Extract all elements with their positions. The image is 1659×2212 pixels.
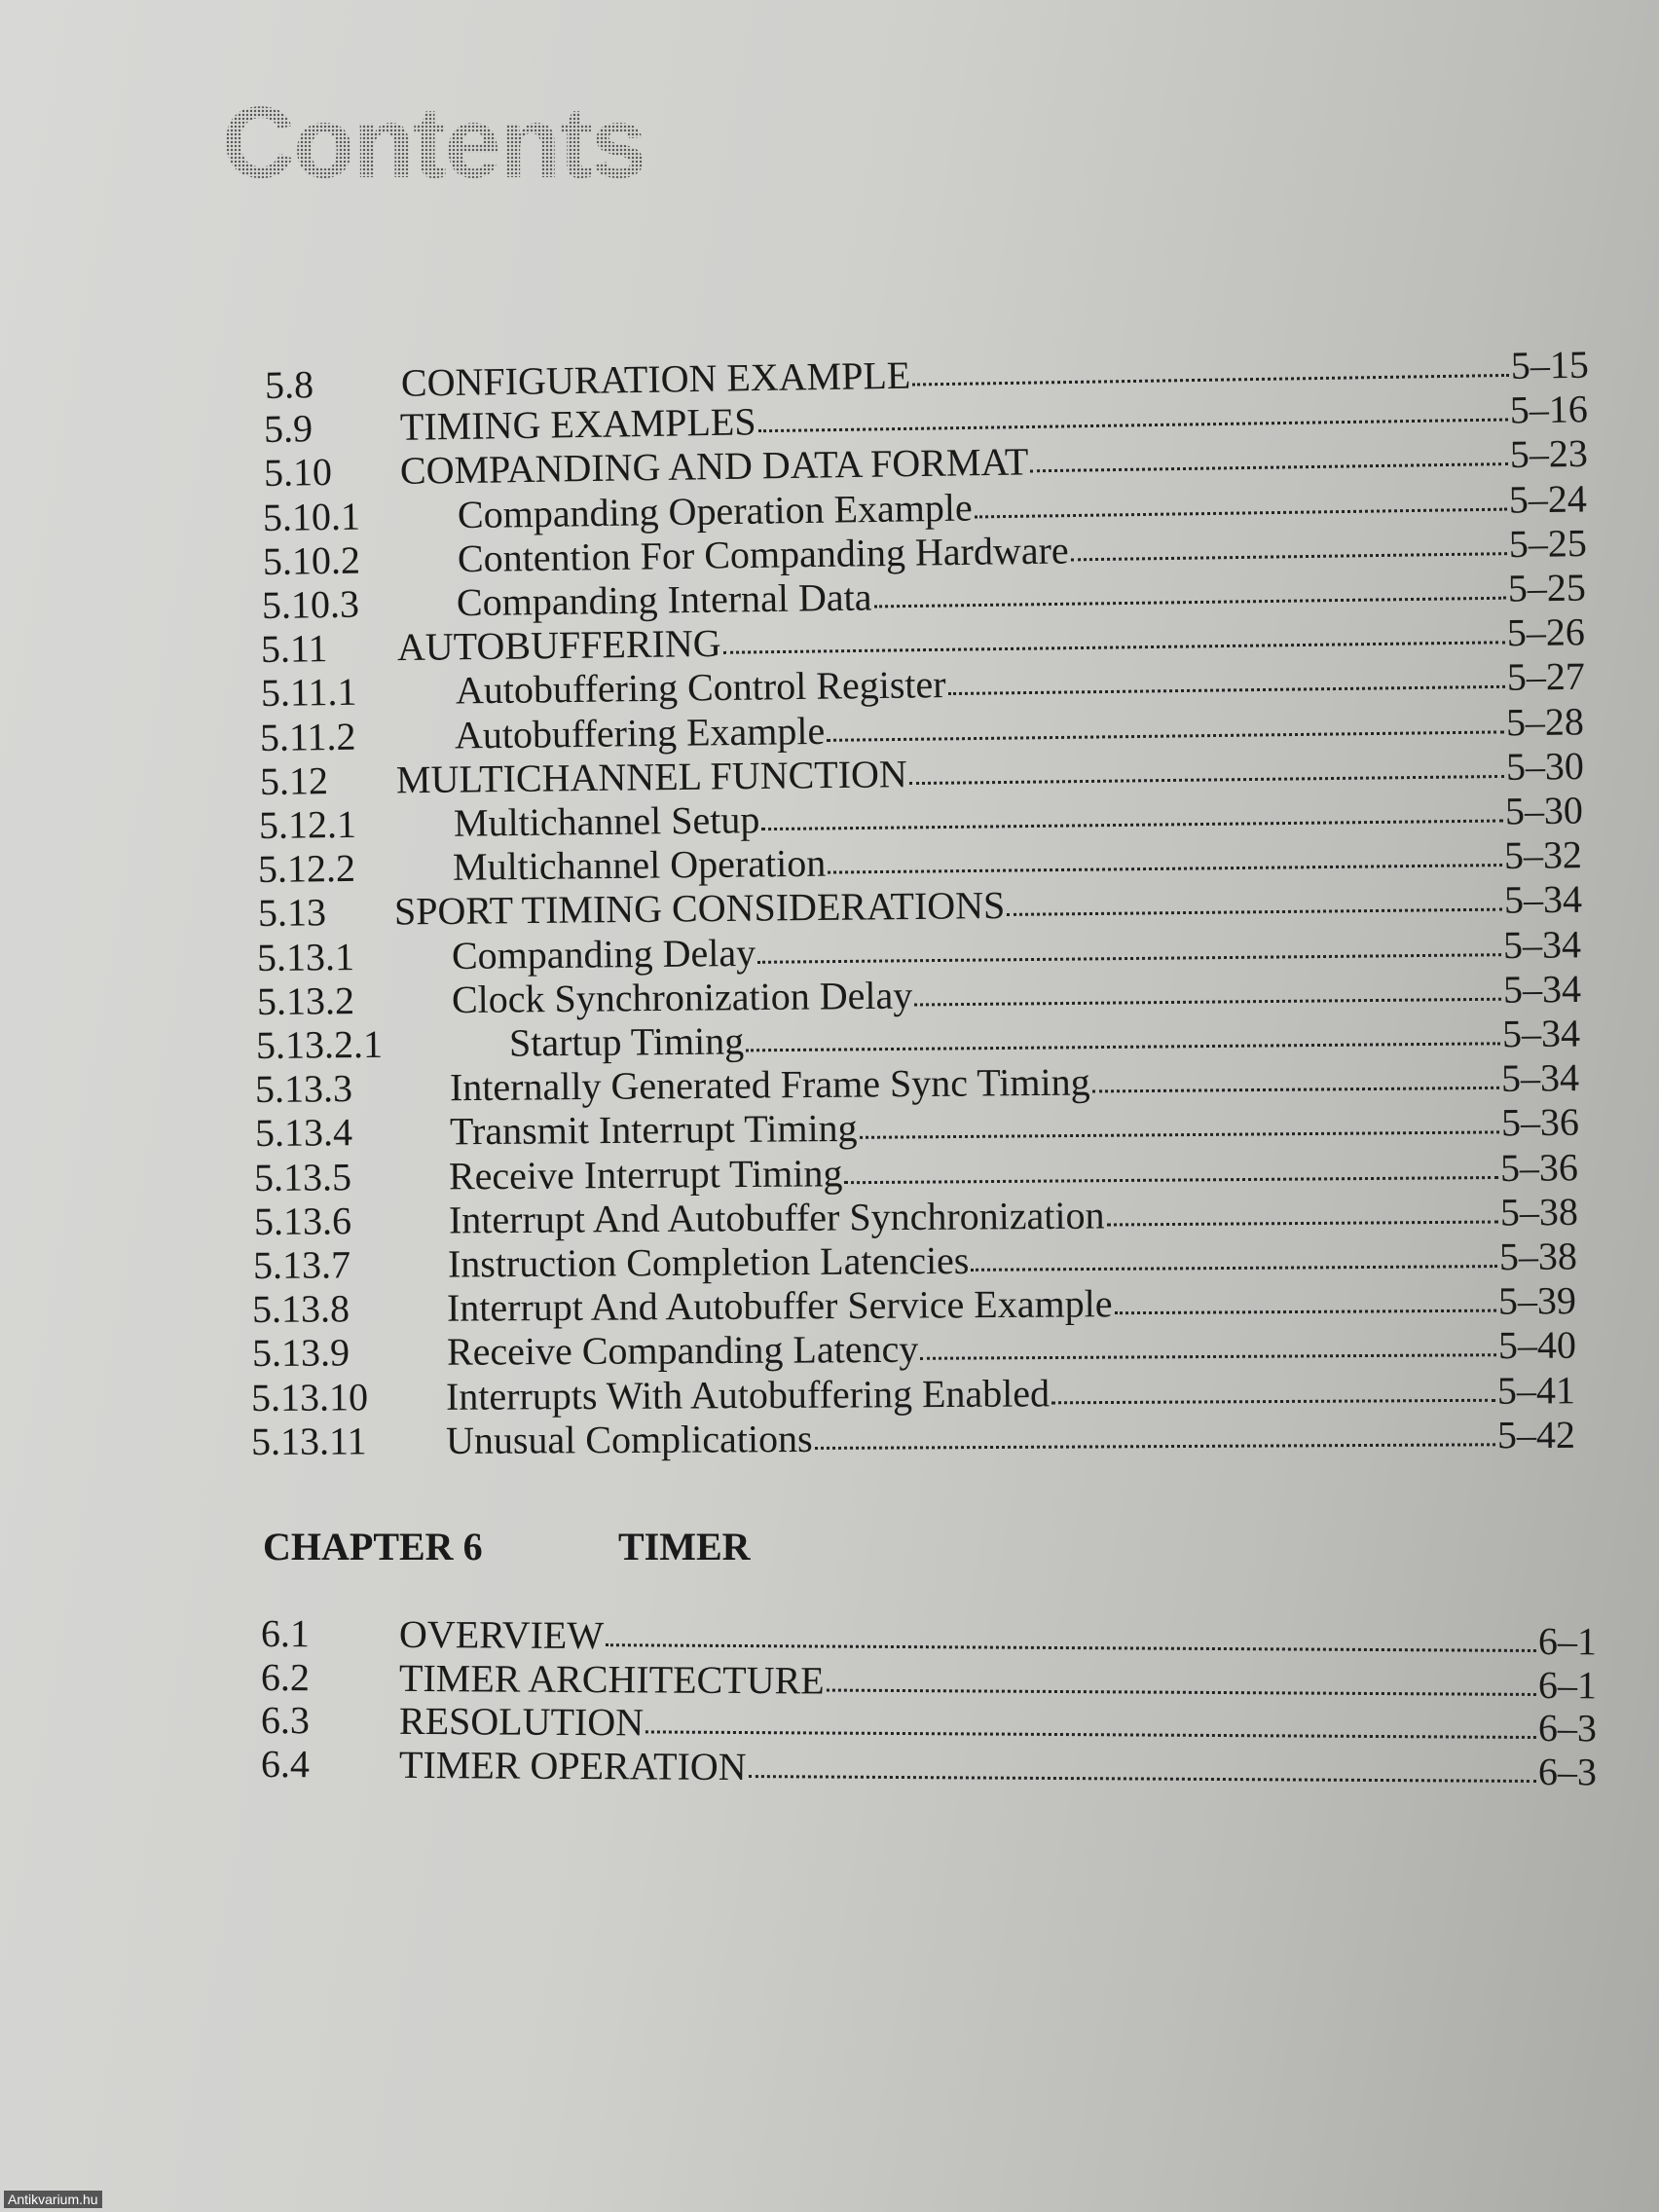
entry-number: 5.13 bbox=[257, 890, 327, 936]
entry-title: Unusual Complications bbox=[445, 1416, 813, 1462]
entry-title: Autobuffering Example bbox=[454, 708, 826, 757]
entry-title: Multichannel Operation bbox=[453, 840, 827, 890]
entry-page-number: 6–1 bbox=[1537, 1619, 1598, 1664]
dot-leader bbox=[1030, 462, 1508, 472]
dot-leader bbox=[1115, 1309, 1496, 1315]
entry-number: 5.12.1 bbox=[258, 801, 357, 847]
dot-leader bbox=[912, 374, 1509, 387]
entry-title: Multichannel Setup bbox=[453, 797, 760, 845]
entry-page-number: 5–30 bbox=[1505, 743, 1584, 789]
entry-number: 5.13.7 bbox=[252, 1242, 351, 1287]
entry-page-number: 5–38 bbox=[1498, 1234, 1578, 1279]
dot-leader bbox=[908, 775, 1503, 785]
dot-leader bbox=[606, 1643, 1536, 1652]
dot-leader bbox=[645, 1730, 1536, 1739]
entry-page-number: 5–34 bbox=[1501, 1011, 1581, 1056]
entry-number: 5.13.5 bbox=[254, 1154, 352, 1199]
entry-title: Startup Timing bbox=[508, 1018, 745, 1065]
entry-number: 5.13.8 bbox=[252, 1286, 350, 1332]
entry-page-number: 5–23 bbox=[1509, 431, 1588, 477]
chapter-label: CHAPTER 6 bbox=[263, 1525, 483, 1568]
entry-number: 5.13.2.1 bbox=[255, 1021, 384, 1067]
entry-title: Contention For Companding Hardware bbox=[457, 528, 1069, 581]
entry-page-number: 6–1 bbox=[1537, 1662, 1598, 1707]
dot-leader bbox=[723, 641, 1505, 654]
dot-leader bbox=[757, 953, 1501, 964]
entry-title: COMPANDING AND DATA FORMAT bbox=[399, 439, 1029, 494]
dot-leader bbox=[758, 419, 1508, 433]
entry-page-number: 5–42 bbox=[1496, 1412, 1575, 1457]
dot-leader bbox=[845, 1176, 1499, 1184]
entry-page-number: 5–40 bbox=[1497, 1323, 1576, 1368]
entry-page-number: 5–32 bbox=[1504, 832, 1583, 878]
dot-leader bbox=[828, 730, 1505, 741]
entry-title: AUTOBUFFERING bbox=[397, 621, 722, 670]
dot-leader bbox=[859, 1131, 1498, 1139]
entry-page-number: 5–34 bbox=[1501, 1055, 1580, 1101]
entry-title: Companding Delay bbox=[451, 930, 756, 977]
entry-number: 5.12 bbox=[259, 757, 328, 803]
entry-number: 5.8 bbox=[264, 362, 314, 407]
entry-number: 5.11 bbox=[261, 626, 329, 672]
dot-leader bbox=[971, 1265, 1497, 1272]
dot-leader bbox=[814, 1443, 1494, 1450]
entry-title: Receive Companding Latency bbox=[446, 1327, 919, 1375]
dot-leader bbox=[1092, 1087, 1499, 1093]
entry-page-number: 5–28 bbox=[1505, 698, 1585, 744]
entry-number: 6.1 bbox=[260, 1611, 311, 1656]
toc-entry bbox=[261, 1742, 1597, 1794]
entry-number: 5.13.6 bbox=[253, 1198, 351, 1243]
entry-page-number: 5–36 bbox=[1499, 1144, 1579, 1190]
entry-title: SPORT TIMING CONSIDERATIONS bbox=[393, 883, 1006, 934]
entry-number: 5.13.1 bbox=[256, 934, 355, 979]
entry-page-number: 5–34 bbox=[1503, 877, 1582, 922]
entry-number: 5.9 bbox=[264, 406, 313, 452]
entry-page-number: 5–27 bbox=[1506, 654, 1585, 700]
entry-title: Clock Synchronization Delay bbox=[451, 973, 913, 1021]
dot-leader bbox=[920, 1354, 1496, 1361]
entry-page-number: 5–39 bbox=[1498, 1278, 1577, 1323]
entry-number: 5.13.4 bbox=[254, 1110, 352, 1156]
dot-leader bbox=[947, 685, 1504, 695]
entry-title: Instruction Completion Latencies bbox=[447, 1237, 970, 1286]
dot-leader bbox=[829, 864, 1503, 874]
dot-leader bbox=[827, 1688, 1536, 1695]
entry-title: Receive Interrupt Timing bbox=[449, 1150, 843, 1198]
entry-title: Companding Internal Data bbox=[456, 574, 872, 625]
entry-title: TIMING EXAMPLES bbox=[400, 399, 757, 450]
entry-number: 5.10.3 bbox=[261, 581, 360, 627]
entry-title: Autobuffering Control Register bbox=[455, 662, 946, 713]
entry-page-number: 5–34 bbox=[1502, 921, 1582, 967]
entry-title: Transmit Interrupt Timing bbox=[449, 1106, 858, 1154]
entry-page-number: 5–36 bbox=[1500, 1100, 1579, 1145]
toc-entry bbox=[252, 1323, 1576, 1376]
entry-page-number: 5–41 bbox=[1497, 1367, 1576, 1413]
entry-number: 5.13.2 bbox=[256, 977, 354, 1023]
entry-title: Interrupt And Autobuffer Service Example bbox=[447, 1281, 1114, 1330]
entry-page-number: 5–24 bbox=[1508, 476, 1588, 522]
entry-number: 5.13.3 bbox=[255, 1066, 353, 1112]
dot-leader bbox=[874, 597, 1506, 608]
entry-page-number: 5–25 bbox=[1508, 520, 1587, 566]
entry-page-number: 5–16 bbox=[1509, 387, 1589, 432]
entry-page-number: 5–34 bbox=[1502, 966, 1581, 1012]
dot-leader bbox=[761, 820, 1503, 831]
toc-entry bbox=[250, 1413, 1574, 1464]
entry-number: 6.2 bbox=[260, 1654, 311, 1699]
dot-leader bbox=[1051, 1398, 1495, 1404]
entry-title: Companding Operation Example bbox=[457, 485, 974, 536]
entry-title: TIMER ARCHITECTURE bbox=[398, 1655, 825, 1703]
entry-number: 5.10.1 bbox=[262, 494, 361, 539]
entry-number: 5.13.9 bbox=[251, 1330, 350, 1376]
page-title: Contents bbox=[222, 87, 645, 200]
entry-number: 5.10.2 bbox=[262, 537, 360, 583]
entry-page-number: 5–30 bbox=[1504, 788, 1584, 833]
entry-number: 5.13.11 bbox=[250, 1419, 367, 1463]
watermark: Antikvarium.hu bbox=[4, 2191, 102, 2208]
entry-title: Internally Generated Frame Sync Timing bbox=[450, 1059, 1091, 1110]
dot-leader bbox=[1070, 552, 1506, 561]
entry-title: CONFIGURATION EXAMPLE bbox=[400, 352, 911, 405]
entry-title: TIMER OPERATION bbox=[398, 1742, 747, 1788]
entry-number: 5.10 bbox=[263, 450, 333, 496]
entry-page-number: 5–15 bbox=[1510, 342, 1590, 387]
entry-number: 5.11.2 bbox=[259, 714, 356, 759]
entry-number: 6.4 bbox=[260, 1741, 311, 1786]
entry-number: 5.11.1 bbox=[260, 670, 357, 716]
entry-title: OVERVIEW bbox=[398, 1611, 605, 1658]
entry-page-number: 5–25 bbox=[1507, 565, 1587, 610]
entry-number: 5.13.10 bbox=[251, 1374, 369, 1419]
toc-entry bbox=[251, 1368, 1575, 1420]
entry-title: RESOLUTION bbox=[398, 1698, 645, 1745]
dot-leader bbox=[975, 507, 1507, 518]
entry-page-number: 5–26 bbox=[1506, 609, 1586, 655]
chapter-title: TIMER bbox=[618, 1525, 751, 1568]
entry-page-number: 6–3 bbox=[1537, 1749, 1598, 1793]
entry-title: Interrupts With Autobuffering Enabled bbox=[446, 1370, 1051, 1419]
dot-leader bbox=[746, 1042, 1500, 1051]
chapter-6-heading bbox=[263, 1524, 751, 1569]
dot-leader bbox=[914, 998, 1501, 1007]
dot-leader bbox=[1106, 1220, 1497, 1226]
entry-title: Interrupt And Autobuffer Synchronization bbox=[448, 1193, 1105, 1242]
dot-leader bbox=[1007, 908, 1502, 916]
entry-page-number: 6–3 bbox=[1537, 1706, 1598, 1751]
entry-page-number: 5–38 bbox=[1499, 1189, 1578, 1235]
dot-leader bbox=[749, 1775, 1536, 1783]
entry-title: MULTICHANNEL FUNCTION bbox=[395, 751, 907, 802]
entry-number: 6.3 bbox=[260, 1698, 311, 1743]
entry-number: 5.12.2 bbox=[258, 846, 356, 892]
